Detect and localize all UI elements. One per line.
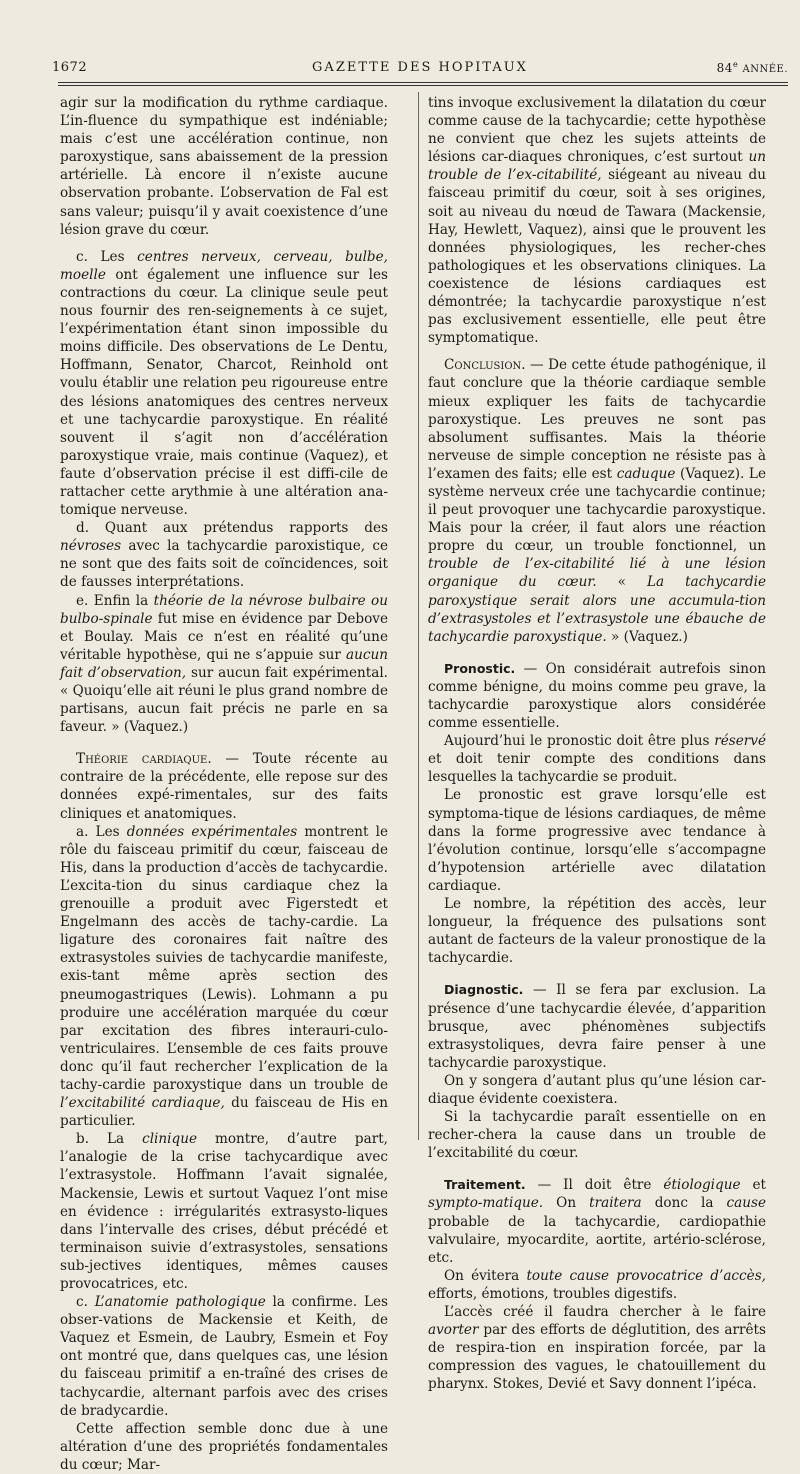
journal-title: GAZETTE DES HOPITAUX xyxy=(312,60,528,75)
paragraph: e. Enfin la théorie de la névrose bulbaire ou bulbo-spinale fut mise en évidence par Debove et Boulay. Mais ce n’est en réalité qu’une véritable hypothèse, qui ne s’appuie sur aucun fait d’observation, sur aucun fait expérimental. « Quoiqu’elle ait réuni le plus grand nombre de partisans, aucun fait précis ne parle en sa faveur. » (Vaquez.) xyxy=(60,592,389,736)
paragraph: Si la tachycardie paraît essentielle on en recher-chera la cause dans un trouble de l’excitabilité du cœur. xyxy=(428,1109,766,1162)
section-heading: Pronostic. xyxy=(444,660,516,676)
column-divider xyxy=(418,92,419,1140)
page-number: 1672 xyxy=(52,60,88,75)
section-paragraph: Conclusion. — De cette étude pathogénique, il faut conclure que la théorie cardiaque semble mieux expliquer les faits de tachycardie paroxystique. Les preuves ne sont pas absolument suffisantes. Mais la théorie nerveuse de simple conception ne résiste pas à l’examen des faits; elle est caduque (Vaquez). Le système nerveux crée une tachycardie continue; il peut provoquer une tachycardie paroxystique. Mais pour la créer, il faut alors une réaction propre du cœur, un trouble fonctionnel, un trouble de l’ex-citabilité lié à une lésion organique du cœur. « La tachycardie paroxystique serait alors une accumula-tion d’extrasystoles et l’extrasystole une ébauche de tachycardie paroxystique. » (Vaquez.) xyxy=(428,357,767,645)
section-heading: Diagnostic. xyxy=(444,982,524,998)
paragraph: L’accès créé il faudra chercher à le faire avorter par des efforts de déglutition, des arrêts de respira-tion en inspiration forcée, par la compression des vagues, le chatouillement du pharynx. Stokes, Devié et Savy donnent l’ipéca. xyxy=(428,1304,766,1393)
paragraph: Le nombre, la répétition des accès, leur longueur, la fréquence des pulsations sont autant de facteurs de la valeur pronostique de la tachycardie. xyxy=(428,896,766,967)
year-superscript: e xyxy=(732,60,739,69)
section-paragraph: Traitement. — Il doit être étiologique et sympto-matique. On traitera donc la cause probable de la tachycardie, cardiopathie valvulaire, myocardite, aortite, artério-sclérose, etc. xyxy=(428,1177,767,1266)
year-number: 84 xyxy=(716,61,733,75)
header-rule-top xyxy=(58,82,788,83)
paragraph: c. L’anatomie pathologique la confirme. Les obser-vations de Mackensie et Keith, de Vaquez et Esmein, de Laubry, Esmein et Foy ont montré que, dans quelques cas, une lésion du faisceau primitif a en-traîné des crises de tachycardie, alternant parfois avec des crises de bradycardie. xyxy=(60,1294,388,1419)
section-heading: Traitement. xyxy=(444,1177,526,1193)
paragraph: Le pronostic est grave lorsqu’elle est symptoma-tique de lésions cardiaques, de même dans la forme progressive avec tendance à l’évolution continue, lorsqu’elle s’accompagne d’hypotension artérielle avec dilatation cardiaque. xyxy=(428,787,766,894)
paragraph: On y songera d’autant plus qu’une lésion car-diaque évidente coexistera. xyxy=(428,1072,766,1107)
header-rule-bottom xyxy=(58,85,788,86)
paragraph: agir sur la modification du rythme cardiaque. L’in-fluence du sympathique est indéniable; mais c’est une accélération continue, non paroxystique, sans abaissement de la pression artérielle. Là encore il n’existe aucune observation probante. L’observation de Fal est sans valeur; puisqu’il y avait coexistence d’une lésion grave du cœur. xyxy=(60,95,388,238)
section-heading: Théorie cardiaque. xyxy=(76,751,212,768)
paragraph: c. Les centres nerveux, cerveau, bulbe, moelle ont également une influence sur les contractions du cœur. La clinique seule peut nous fournir des ren-seignements à ce sujet, l’expérimentation étant sinon impossible du moins difficile. Des observations de Le Dentu, Hoffmann, Senator, Charcot, Reinhold ont voulu établir une relation peu rigoureuse entre des lésions anatomiques des centres nerveux et une tachycardie paroxystique. En réalité souvent il s’agit non d’accélération paroxystique vraie, mais continue (Vaquez), et faute d’observation précise il est diffi-cile de rattacher cette arythmie à une altération ana-tomique nerveuse. xyxy=(60,248,388,519)
paragraph: d. Quant aux prétendus rapports des névroses avec la tachycardie paroxistique, ce ne sont que des faits soit de coïncidences, soit de fausses interprétations. xyxy=(60,520,388,591)
section-paragraph: Diagnostic. — Il se fera par exclusion. La présence d’une tachycardie élevée, d’apparition brusque, avec phénomènes subjectifs extrasystoliques, devra faire penser à une tachycardie paroxystique. xyxy=(428,982,766,1071)
paragraph: b. La clinique montre, d’autre part, l’analogie de la crise tachycardique avec l’extrasystole. Hoffmann l’avait signalée, Mackensie, Lewis et surtout Vaquez l’ont mise en évidence : irrégularités extrasysto-liques dans l’intervalle des crises, début précédé et terminaison suivie d’extrasystoles, sensations sub-jectives identiques, mêmes causes provocatrices, etc. xyxy=(60,1131,388,1292)
right-column xyxy=(428,94,766,1393)
paragraph: Aujourd’hui le pronostic doit être plus réservé et doit tenir compte des conditions dans lesquelles la tachycardie se produit. xyxy=(428,733,766,786)
paragraph: Cette affection semble donc due à une altération d’une des propriétés fondamentales du cœur; Mar- xyxy=(60,1420,388,1473)
paragraph: On évitera toute cause provocatrice d’accès, efforts, émotions, troubles digestifs. xyxy=(428,1267,766,1302)
section-heading: Conclusion. xyxy=(444,357,526,374)
section-paragraph: Théorie cardiaque. — Toute récente au contraire de la précédente, elle repose sur des données expé-rimentales, sur des faits cliniques et anatomiques. xyxy=(60,751,388,822)
year-label xyxy=(717,60,788,75)
section-paragraph: Pronostic. — On considérait autrefois sinon comme bénigne, du moins comme peu grave, la tachycardie paroxystique alors considérée comme essentielle. xyxy=(428,660,766,732)
year-word: ANNÉE. xyxy=(742,64,788,75)
paragraph: tins invoque exclusivement la dilatation du cœur comme cause de la tachycardie; cette hypothèse ne convient que chez les sujets atteints de lésions car-diaques chroniques, c’est surtout un trouble de l’ex-citabilité, siégeant au niveau du faisceau primitif du cœur, soit à ses origines, soit au niveau du nœud de Tawara (Mackensie, Hay, Hewlett, Vaquez), ainsi que le prouvent les données physiologiques, les recher-ches pathologiques et les observations cliniques. La coexistence de lésions cardiaques est démontrée; la tachycardie paroxystique n’est pas exclusivement essentielle, elle peut être symptomatique. xyxy=(428,95,767,347)
left-column xyxy=(60,94,388,1474)
running-header xyxy=(52,58,788,80)
paragraph: a. Les données expérimentales montrent le rôle du faisceau primitif du cœur, faisceau de His, dans la production d’accès de tachycardie. L’excita-tion du sinus cardiaque chez la grenouille a produit avec Figerstedt et Engelmann des accès de tachy-cardie. La ligature des coronaires fait naître des extrasystoles suivies de tachycardie manifeste, exis-tant même après section des pneumogastriques (Lewis). Lohmann a pu produire une accélération marquée du cœur par excitation des fibres interauri-culo-ventriculaires. L’ensemble de ces faits prouve donc qu’il faut rechercher l’explication de la tachy-cardie paroxystique dans un trouble de l’excitabilité cardiaque, du faisceau de His en particulier. xyxy=(60,823,388,1130)
